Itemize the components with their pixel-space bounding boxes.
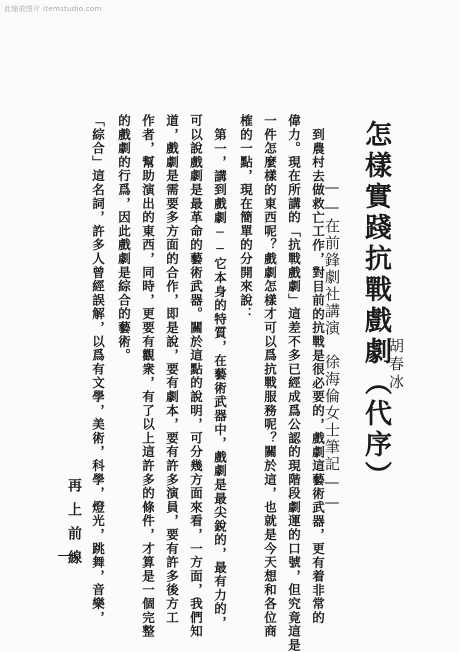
body-line: 第一，講到戲劇──它本身的特質，在藝術武器中，戲劇是最尖銳的，最有力的， [212, 128, 228, 630]
page-number [58, 555, 76, 556]
author-name: 胡春冰 [387, 338, 405, 392]
article-title: 怎樣實踐抗戰戲劇（代序） [360, 120, 391, 492]
body-line: 作者，幫助演出的東西，同時，更要有觀衆，有了以上這許多的條件，才算是一個完整 [140, 114, 156, 639]
watermark-text: 此缩放图片 itemstudio.com [4, 5, 102, 13]
body-line: 一件怎麼樣的東西呢？戲劇怎樣才可以爲抗戰服務呢？關於這，也就是今天想和各位商 [262, 114, 278, 639]
body-line: 道，戲劇是需要多方面的合作，即是說，要有劇本，要有許多演員，要有許多後方工 [164, 114, 180, 625]
body-line: 可以說戲劇是最革命的藝術武器。關於這點的說明，可分幾方面來看，一方面，我們知 [188, 114, 204, 639]
body-line: 榷的一點，現在簡單的分開來說： [238, 114, 254, 321]
running-title: 再上前線 [66, 478, 82, 574]
body-line: 的戲劇的行爲，因此戲劇是綜合的藝術。 [116, 114, 132, 363]
body-line: 偉力。現在所講的「抗戰戲劇」這差不多已經成爲公認的現階段劇運的口號，但究竟這是 [286, 114, 302, 652]
article-subtitle: ——在前鋒劇社講演 徐海倫女士筆記—— [323, 178, 341, 513]
body-line: 「綜合」這名詞，許多人曾經誤解，以爲有文學，美術，科學，燈光，跳舞，音樂， [90, 114, 106, 625]
body-line: 到農村去做救亡工作，對目前的抗戰是很必要的，戲劇這藝術武器，更有着非常的 [310, 128, 326, 625]
